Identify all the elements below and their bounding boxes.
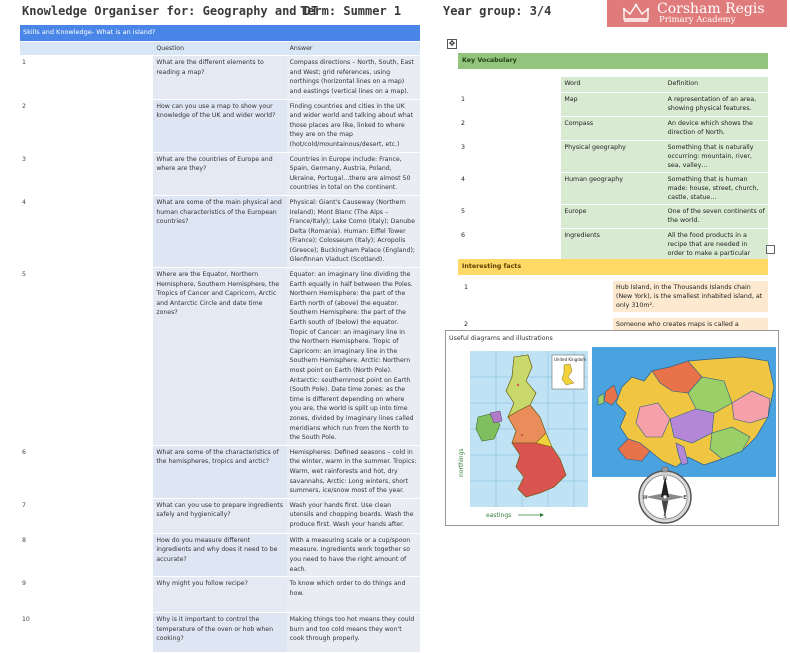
table-row [458,281,768,312]
compass-illustration [636,467,694,525]
question-cell: How can you use a map to show your knowledge of the UK and wider world? [153,99,286,152]
row-number: 6 [458,228,561,269]
interesting-facts-table [458,259,768,340]
answer-cell: Countries in Europe include: France, Spain, Germany, Austria, Poland, Ukraine, Portugal…there are almost 50 countries in total on the continent. [287,152,420,195]
vocab-definition: Something that is naturally occurring: mountain, river, sea, valley… [665,140,768,172]
skills-title-row [20,25,420,41]
table-row [20,152,420,195]
answer-cell: Physical: Giant's Causeway (Northern Ireland); Mont Blanc (The Alps – France/Italy); Lake Como (Italy); Danube Delta (Romania). Human: Eiffel Tower (France); Colosseum (Italy); Acropolis (Greece); Buckingham Palace (England); Glenfinnan Viaduct (Scotland). [287,195,420,267]
inset-label: United Kingdom [554,357,587,362]
table-row [20,56,420,99]
table-row [20,268,420,446]
table-row [458,140,768,172]
row-number: 2 [458,318,613,340]
row-number: 2 [20,99,153,152]
row-number: 3 [458,140,561,172]
uk-grid-map [456,347,592,521]
question-cell: What are some of the main physical and human characteristics of the European countries? [153,195,286,267]
row-number: 3 [20,152,153,195]
answer-cell: Hemispheres: Defined seasons – cold in the winter, warm in the summer. Tropics: Warm, wet rainforests and hot, dry savannahs, Arctic: Long winters, short summers, ice/snow most of the year. [287,445,420,498]
vocab-word: Physical geography [561,140,664,172]
answer-cell: Equator: an imaginary line dividing the Earth equally in half between the Poles. Northern Hemisphere: the part of the Earth north of (above) the equator. Southern Hemisphere: the part of the Earth south of (below) the equator. Tropic of Cancer: an imaginary line in the Northern Hemisphere. Tropic of Capricorn: an imaginary line in the Southern Hemisphere. Arctic: Northern most point on Earth (North Pole). Antarctic: southernmost point on Earth (South Pole). Date time zones: as the time is different depending on where you are, the world is split up into time zones, divided by imaginary lines called meridians which run from the North to the South Pole. [287,268,420,446]
answer-cell: To know which order to do things and how. [287,577,420,613]
row-number: 8 [20,533,153,576]
vocab-definition: All the food products in a recipe that are needed in order to make a particular [665,228,768,269]
row-number: 2 [458,116,561,140]
skills-knowledge-table [20,25,420,653]
question-cell: What are the countries of Europe and where are they? [153,152,286,195]
row-checkbox[interactable] [766,245,775,254]
answer-cell: Finding countries and cities in the UK and wider world and talking about what those places are like, linked to where they are on the map (hot/cold/mountainous/desert, etc.) [287,99,420,152]
northings-axis-label: northings [458,448,465,477]
row-number: 6 [20,445,153,498]
question-cell: How do you measure different ingredients and why does it need to be accurate? [153,533,286,576]
word-header: Word [561,76,664,92]
diagrams-box [445,330,779,526]
facts-title-row [458,259,768,275]
table-row [458,116,768,140]
vocab-column-headers [458,76,768,92]
row-number: 5 [458,204,561,228]
row-number: 5 [20,268,153,446]
diagrams-title: Useful diagrams and illustrations [449,335,553,342]
answer-cell: With a measuring scale or a cup/spoon measure. Ingredients work together so you need to have the right amount of each. [287,533,420,576]
vocab-word: Europe [561,204,664,228]
answer-cell: Wash your hands first. Use clean utensils and chopping boards. Wash the produce first. Wash your hands after. [287,498,420,533]
table-row [20,613,420,653]
table-row [20,445,420,498]
table-row [458,172,768,204]
row-number: 1 [20,56,153,99]
vocab-definition: An device which shows the direction of North. [665,116,768,140]
organiser-title: Knowledge Organiser for: Geography and DT [22,4,319,18]
row-number: 4 [20,195,153,267]
compass-west-label: W [642,495,648,501]
vocab-definition: A representation of an area, showing physical features. [665,92,768,116]
question-header: Question [153,41,286,56]
fact-text: Someone who creates maps is called a [613,318,768,340]
year-group-label: Year group: 3/4 [443,4,552,18]
row-number: 1 [458,281,613,312]
question-cell: What can you use to prepare ingredients safely and hygienically? [153,498,286,533]
question-cell: What are the different elements to reading a map? [153,56,286,99]
skills-column-headers [20,41,420,56]
table-row [20,498,420,533]
definition-header: Definition [665,76,768,92]
row-number: 7 [20,498,153,533]
vocab-word: Map [561,92,664,116]
question-cell: Why might you follow recipe? [153,577,286,613]
vocab-word: Ingredients [561,228,664,269]
skills-title: Skills and Knowledge- What is an island? [20,25,420,41]
row-number: 9 [20,577,153,613]
key-vocabulary-table [458,53,768,270]
europe-map [592,347,776,477]
crown-crest-icon [621,3,651,23]
row-number: 4 [458,172,561,204]
row-number: 10 [20,613,153,653]
table-row [20,99,420,152]
vocab-title-row [458,53,768,69]
vocab-definition: Something that is human made: house, street, church, castle, statue… [665,172,768,204]
vocab-word: Human geography [561,172,664,204]
question-cell: Where are the Equator, Northern Hemisphere, Southern Hemisphere, the Tropics of Cancer and Capricorn, Arctic and Antarctic Circle and date time zones? [153,268,286,446]
table-row [458,92,768,116]
school-name: Corsham Regis [657,1,765,17]
question-cell: Why is it important to control the temperature of the oven or hob when cooking? [153,613,286,653]
school-logo [607,0,787,27]
table-row [458,204,768,228]
answer-header: Answer [287,41,420,56]
facts-title: Interesting facts [458,259,768,275]
term-label: Term: Summer 1 [300,4,402,18]
question-cell: What are some of the characteristics of the hemispheres, tropics and arctic? [153,445,286,498]
compass-north-label: N [663,476,667,482]
table-row [20,577,420,613]
table-move-handle-icon[interactable]: ✥ [448,39,456,48]
compass-south-label: S [663,514,667,520]
vocab-word: Compass [561,116,664,140]
fact-text: Hub Island, in the Thousands Islands chain (New York), is the smallest inhabited island, at only 310m². [613,281,768,312]
school-subtitle: Primary Academy [659,15,736,25]
table-row [20,533,420,576]
eastings-axis-label: eastings [486,512,512,519]
vocab-definition[interactable]: One of the seven continents of the world. [665,204,768,228]
answer-cell: Making things too hot means they could burn and too cold means they won't cook through properly. [287,613,420,653]
answer-cell: Compass directions – North, South, East and West; grid references, using northings (horizontal lines on a map) and eastings (vertical lines on a map). [287,56,420,99]
vocab-title: Key Vocabulary [458,53,768,69]
table-row [20,195,420,267]
row-number: 1 [458,92,561,116]
compass-east-label: E [683,495,687,501]
